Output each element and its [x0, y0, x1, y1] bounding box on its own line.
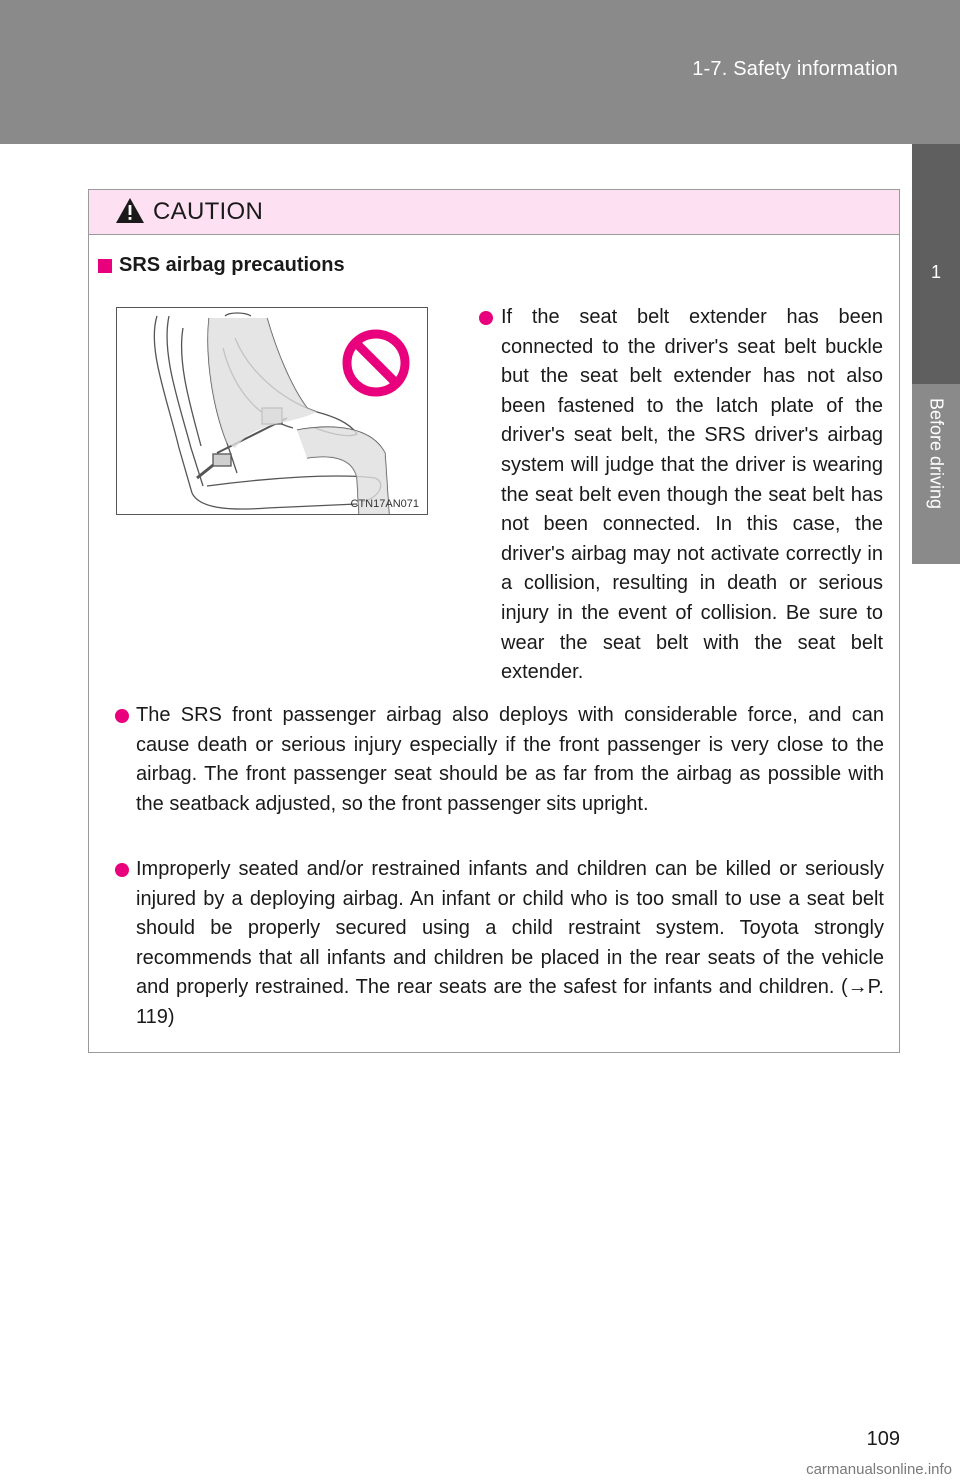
round-bullet-icon: [115, 863, 129, 877]
chapter-number: 1: [930, 262, 941, 282]
bullet-extender-text: If the seat belt extender has been connected to the driver's seat belt buckle but the seat belt extender has not also been fastened to the latch plate of the driver's seat belt, the SRS driver's airbag system will judge that the driver is wearing the seat belt even though the seat belt has not been connected. In this case, the driver's airbag may not activate correctly in a collision, resulting in death or serious injury in the event of collision. Be sure to wear the seat belt with the seat belt extender.: [501, 306, 883, 684]
illustration-code: CTN17AN071: [350, 498, 419, 510]
square-bullet-icon: [98, 259, 112, 273]
page-number: 109: [866, 1428, 900, 1450]
bullet-children: [136, 855, 884, 1033]
round-bullet-icon: [115, 709, 129, 723]
warning-triangle-icon: [115, 197, 145, 224]
watermark: carmanualsonline.info: [806, 1461, 952, 1478]
bullet-passenger-airbag: [136, 701, 884, 819]
subheading: [98, 254, 345, 277]
caution-header: [89, 190, 899, 235]
caution-box: [88, 189, 900, 1053]
seatbelt-illustration: [116, 307, 428, 515]
section-title: 1-7. Safety information: [692, 58, 898, 80]
bullet-children-text: Improperly seated and/or restrained infants and children can be killed or seriously injured by a deploying airbag. An infant or child who is too small to use a seat belt should be properly secured using a child restraint system. Toyota strongly recommends that all infants and children be placed in the rear seats of the vehicle and properly restrained. The rear seats are the safest for infants and children. (→P. 119): [136, 858, 884, 1028]
round-bullet-icon: [479, 311, 493, 325]
prohibition-icon: [341, 328, 411, 398]
bullet-extender: [480, 303, 883, 688]
bullet-passenger-airbag-text: The SRS front passenger airbag also deploys with considerable force, and can cause death or serious injury especially if the front passenger is very close to the airbag. The front passenger seat should be as far from the airbag as possible with the seatback adjusted, so the front passenger sits upright.: [136, 704, 884, 815]
chapter-label: Before driving: [926, 398, 947, 510]
subheading-text: SRS airbag precautions: [119, 254, 345, 276]
caution-title: CAUTION: [153, 198, 264, 225]
